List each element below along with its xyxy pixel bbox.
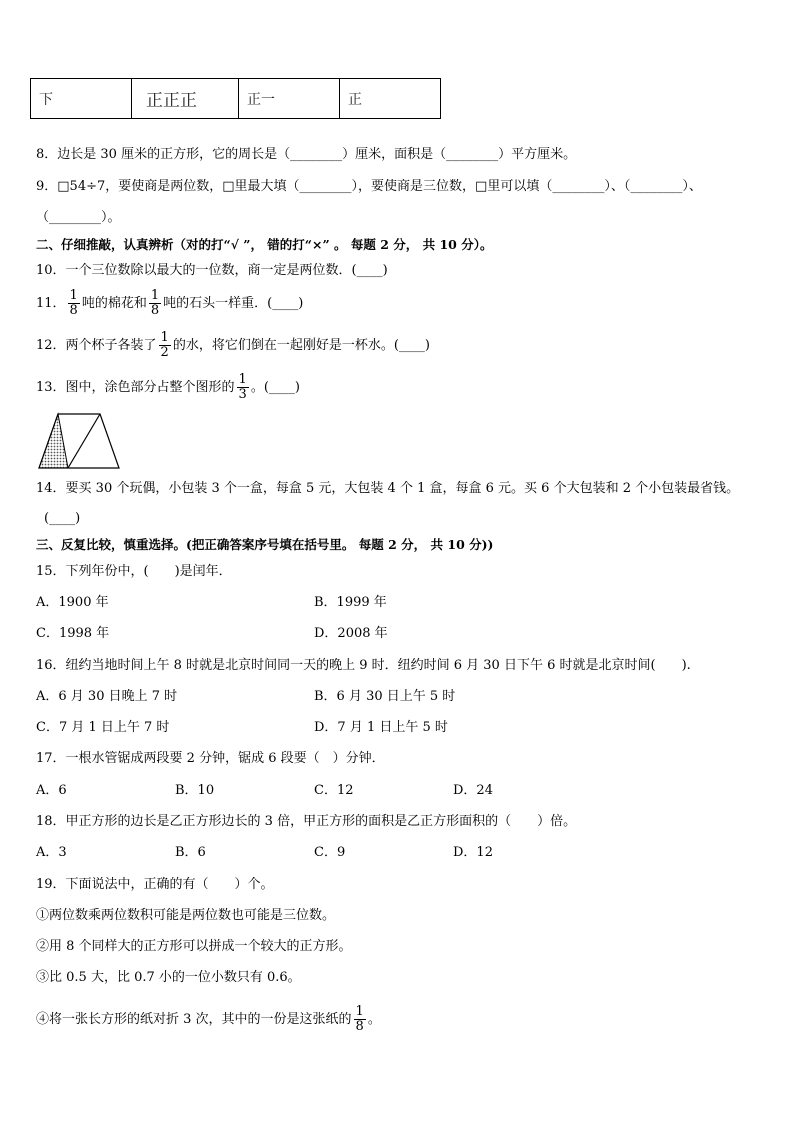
option-d: D．7 月 1 日上午 5 时 xyxy=(314,720,448,735)
tally-cell: 正正正 xyxy=(132,79,239,119)
fraction-numerator: 1 xyxy=(69,288,78,303)
question-11 xyxy=(36,289,303,318)
statement-1: ①两位数乘两位数积可能是两位数也可能是三位数。 xyxy=(36,908,336,923)
fraction-denominator: 8 xyxy=(355,1019,364,1034)
fraction xyxy=(159,331,171,360)
diagonal-line xyxy=(68,414,100,468)
option-b: B．6 xyxy=(175,845,206,860)
option-c: C．1998 年 xyxy=(36,626,110,641)
option-d: D．2008 年 xyxy=(314,626,388,641)
fraction xyxy=(354,1005,366,1034)
q13-suffix: 。(____) xyxy=(250,380,300,395)
tally-cell: 正 xyxy=(340,79,441,119)
fraction-denominator: 8 xyxy=(69,303,78,318)
fraction xyxy=(237,373,249,402)
question-13 xyxy=(36,373,300,402)
question-14-line1: 14．要买 30 个玩偶，小包装 3 个一盒，每盒 5 元，大包装 4 个 1 盒，每盒 6 元。买 6 个大包装和 2 个小包装最省钱。 xyxy=(36,481,740,496)
tally-cell: 下 xyxy=(31,79,132,119)
option-a: A．1900 年 xyxy=(36,595,109,610)
shaded-triangle xyxy=(39,414,68,468)
option-d: D．24 xyxy=(453,783,493,798)
question-8: 8．边长是 30 厘米的正方形，它的周长是（________）厘米，面积是（________）平方厘米。 xyxy=(36,147,577,162)
question-16: 16．纽约当地时间上午 8 时就是北京时间同一天的晚上 9 时．纽约时间 6 月 30 日下午 6 时就是北京时间( ). xyxy=(36,658,691,673)
statement-4 xyxy=(36,1005,381,1034)
table-row xyxy=(31,79,441,119)
tally-cell: 正一 xyxy=(239,79,340,119)
fraction-numerator: 1 xyxy=(238,372,247,387)
fraction-numerator: 1 xyxy=(150,288,160,303)
s4-suffix: 。 xyxy=(367,1012,381,1027)
fraction-numerator: 1 xyxy=(160,330,169,345)
option-b: B．1999 年 xyxy=(314,595,387,610)
q11-prefix: 11． xyxy=(36,296,66,311)
trapezoid-figure xyxy=(38,412,122,470)
statement-2: ②用 8 个同样大的正方形可以拼成一个较大的正方形。 xyxy=(36,939,352,954)
s4-prefix: ④将一张长方形的纸对折 3 次，其中的一份是这张纸的 xyxy=(36,1012,352,1027)
section-3-heading: 三、反复比较，慎重选择。(把正确答案序号填在括号里。 每题 2 分， 共 10 分)) xyxy=(36,537,494,552)
statement-3: ③比 0.5 大，比 0.7 小的一位小数只有 0.6。 xyxy=(36,970,301,985)
fraction-numerator: 1 xyxy=(355,1004,364,1019)
fraction-denominator: 8 xyxy=(150,303,160,318)
tally-table xyxy=(30,78,441,119)
q13-prefix: 13．图中，涂色部分占整个图形的 xyxy=(36,380,235,395)
fraction xyxy=(68,289,80,318)
question-9-line2: （________）。 xyxy=(36,210,121,225)
q11-mid: 吨的棉花和 xyxy=(81,296,147,311)
fraction-denominator: 3 xyxy=(238,387,247,402)
question-18: 18．甲正方形的边长是乙正方形边长的 3 倍，甲正方形的面积是乙正方形面积的（ ）倍。 xyxy=(36,814,577,829)
question-19: 19．下面说法中，正确的有（ ）个。 xyxy=(36,877,274,892)
q12-suffix: 的水，将它们倒在一起刚好是一杯水。(____) xyxy=(172,338,430,353)
option-a: A．6 月 30 日晚上 7 时 xyxy=(36,689,178,704)
option-a: A．3 xyxy=(36,845,67,860)
fraction xyxy=(149,289,161,318)
question-14-line2: (____) xyxy=(44,511,81,526)
question-9-line1: 9．□54÷7，要使商是两位数，□里最大填（________），要使商是三位数，□里可以填（________）、（________）、 xyxy=(36,179,702,194)
fraction-denominator: 2 xyxy=(160,345,169,360)
option-c: C．9 xyxy=(314,845,346,860)
question-15: 15．下列年份中，( )是闰年． xyxy=(36,564,232,579)
q11-suffix: 吨的石头一样重．(____) xyxy=(163,296,304,311)
question-12 xyxy=(36,331,430,360)
option-c: C．7 月 1 日上午 7 时 xyxy=(36,720,170,735)
option-b: B．6 月 30 日上午 5 时 xyxy=(314,689,456,704)
option-d: D．12 xyxy=(453,845,493,860)
question-10: 10．一个三位数除以最大的一位数，商一定是两位数．(____) xyxy=(36,263,388,278)
option-a: A．6 xyxy=(36,783,67,798)
option-c: C．12 xyxy=(314,783,354,798)
question-17: 17．一根水管锯成两段要 2 分钟，锯成 6 段要（ ）分钟． xyxy=(36,751,385,766)
q12-prefix: 12．两个杯子各装了 xyxy=(36,338,157,353)
section-2-heading: 二、仔细推敲，认真辨析（对的打“√ ”， 错的打“×” 。 每题 2 分， 共 10 分）。 xyxy=(36,237,493,252)
option-b: B．10 xyxy=(175,783,215,798)
